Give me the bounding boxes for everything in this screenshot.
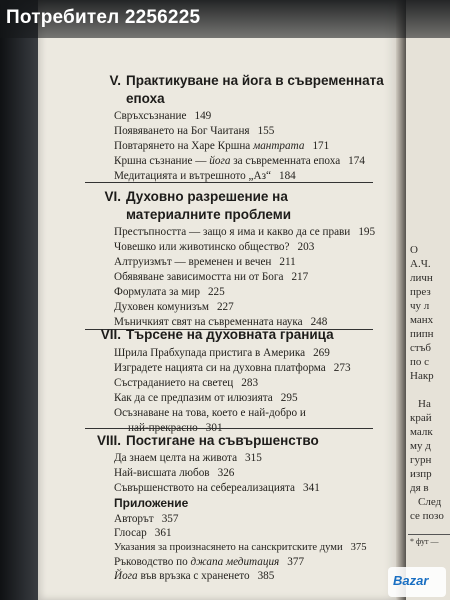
toc-entry: Състраданието на светец 283 xyxy=(114,377,259,389)
toc-entry: Обявяване зависимостта ни от Бога 217 xyxy=(114,271,309,283)
facing-page-line: му д xyxy=(410,440,431,452)
section-number: VII. xyxy=(100,327,121,342)
appendix-entry: Йога във връзка с храненето 385 xyxy=(114,570,275,582)
book-left-edge xyxy=(0,0,40,600)
facing-page-line: изпр xyxy=(410,468,432,480)
facing-page-line: през xyxy=(410,286,431,298)
facing-page-line: личн xyxy=(410,272,433,284)
appendix-entry: Глосар 361 xyxy=(114,527,172,539)
facing-page-line: дя в xyxy=(410,482,429,494)
toc-entry: Съвършенството на себереализацията 341 xyxy=(114,482,320,494)
section-divider xyxy=(85,428,373,429)
facing-page-line: стъб xyxy=(410,342,431,354)
section-number: VIII. xyxy=(96,433,121,448)
section-title: Търсене на духовната граница xyxy=(126,327,334,342)
facing-page-line: На xyxy=(418,398,431,410)
toc-entry: Престъпността — защо я има и какво да се прави 195 xyxy=(114,226,376,238)
toc-entry: Най-висшата любов 326 xyxy=(114,467,235,479)
facing-page-line: гурн xyxy=(410,454,432,466)
user-watermark xyxy=(0,0,450,38)
toc-entry: Появяването на Бог Чаитаня 155 xyxy=(114,125,275,137)
toc-entry: Повтарянето на Харе Кршна мантрата 171 xyxy=(114,140,330,152)
section-number: V. xyxy=(109,73,121,88)
facing-page-line: След xyxy=(418,496,442,508)
facing-page-line: се позо xyxy=(410,510,444,522)
toc-entry: Медитацията и вътрешното „Аз“ 184 xyxy=(114,170,296,182)
toc-entry: Кршна съзнание — йога за съвременната епоха 174 xyxy=(114,155,365,167)
section-title: Практикуване на йога в съвременната епоха xyxy=(126,73,384,106)
toc-entry: Шрила Прабхупада пристига в Америка 269 xyxy=(114,347,330,359)
appendix-title: Приложение xyxy=(114,496,189,510)
appendix-entry: Указания за произнасянето на санскритските думи 375 xyxy=(114,542,367,553)
toc-entry: Духовен комунизъм 227 xyxy=(114,301,234,313)
facing-page-line: малк xyxy=(410,426,433,438)
section-number: VI. xyxy=(104,189,121,204)
toc-entry: Свръхсъзнание 149 xyxy=(114,110,212,122)
toc-entry: Човешко или животинско общество? 203 xyxy=(114,241,315,253)
facing-page-line: Накр xyxy=(410,370,434,382)
appendix-entry: Ръководство по джапа медитация 377 xyxy=(114,556,305,568)
logo-text: Bazar xyxy=(393,573,429,588)
footnote-rule xyxy=(408,534,450,535)
toc-entry: Формулата за мир 225 xyxy=(114,286,225,298)
facing-page-line: манх xyxy=(410,314,434,326)
facing-page-line: А.Ч. xyxy=(410,258,431,270)
facing-page-line: край xyxy=(410,412,432,424)
appendix-entry: Авторът 357 xyxy=(114,513,179,525)
facing-page-line: пипн xyxy=(410,328,434,340)
toc-entry: Алтруизмът — временен и вечен 211 xyxy=(114,256,296,268)
toc-entry: Мъничкият свят на съвременната наука 248 xyxy=(114,316,328,328)
toc-entry: Да знаем целта на живота 315 xyxy=(114,452,262,464)
book-page xyxy=(38,0,398,600)
section-divider xyxy=(85,182,373,183)
facing-page-line: по с xyxy=(410,356,430,368)
section-title: Постигане на съвършенство xyxy=(126,433,319,448)
toc-entry: Осъзнаване на това, което е най-добро и xyxy=(114,407,306,419)
watermark-text: Потребител 2256225 xyxy=(6,7,201,28)
facing-page-line: чу л xyxy=(410,300,430,312)
section-title: Духовно разрешение на материалните проблеми xyxy=(126,189,292,222)
facing-page xyxy=(406,0,450,600)
toc-entry: Изградете нацията си на духовна платформа 273 xyxy=(114,362,351,374)
footnote: * фут — xyxy=(410,537,439,546)
toc-entry: най-прекрасно 301 xyxy=(128,422,223,434)
facing-page-line: О xyxy=(410,244,418,256)
toc-entry: Как да се предпазим от илюзията 295 xyxy=(114,392,298,404)
bazar-logo xyxy=(388,567,446,597)
